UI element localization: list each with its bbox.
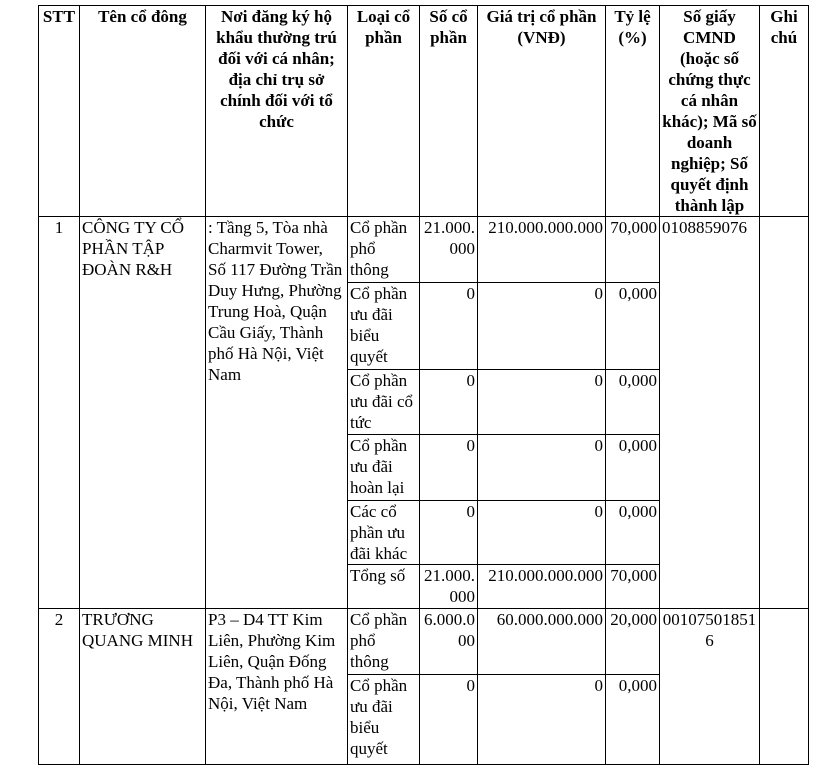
- share-type: Cổ phần phổ thông: [348, 609, 420, 675]
- table-row: [39, 609, 809, 675]
- shareholder-table: [38, 5, 809, 765]
- shareholder-name: TRƯƠNG QUANG MINH: [80, 609, 206, 765]
- share-value: 210.000.000.000: [478, 217, 606, 283]
- header-id-number: Số giấy CMND (hoặc số chứng thực cá nhân khác); Mã số doanh nghiệp; Số quyết định thành lập: [660, 6, 760, 217]
- share-count: 0: [420, 370, 478, 435]
- header-ratio: Tỷ lệ (%): [606, 6, 660, 217]
- header-share-count: Số cổ phần: [420, 6, 478, 217]
- share-ratio: 70,000: [606, 217, 660, 283]
- share-type: Cổ phần ưu đãi biểu quyết: [348, 675, 420, 765]
- header-address: Nơi đăng ký hộ khẩu thường trú đối với cá nhân; địa chỉ trụ sở chính đối với tổ chức: [206, 6, 348, 217]
- shareholder-address: : Tầng 5, Tòa nhà Charmvit Tower, Số 117 Đường Trần Duy Hưng, Phường Trung Hoà, Quận Cầu Giấy, Thành phố Hà Nội, Việt Nam: [206, 217, 348, 609]
- shareholder-address: P3 – D4 TT Kim Liên, Phường Kim Liên, Quận Đống Đa, Thành phố Hà Nội, Việt Nam: [206, 609, 348, 765]
- note: [760, 217, 809, 609]
- stt-cell: 2: [39, 609, 80, 765]
- share-value: 0: [478, 675, 606, 765]
- share-count: 0: [420, 283, 478, 370]
- id-number: 0108859076: [660, 217, 760, 609]
- table-row: [39, 217, 809, 283]
- header-stt: STT: [39, 6, 80, 217]
- share-type: Các cổ phần ưu đãi khác: [348, 501, 420, 565]
- share-type: Tổng số: [348, 565, 420, 609]
- share-ratio: 20,000: [606, 609, 660, 675]
- share-ratio: 0,000: [606, 370, 660, 435]
- share-value: 210.000.000.000: [478, 565, 606, 609]
- share-ratio: 0,000: [606, 283, 660, 370]
- share-value: 0: [478, 435, 606, 501]
- header-name: Tên cổ đông: [80, 6, 206, 217]
- share-count: 6.000.000: [420, 609, 478, 675]
- share-value: 60.000.000.000: [478, 609, 606, 675]
- share-type: Cổ phần ưu đãi cổ tức: [348, 370, 420, 435]
- share-count: 21.000.000: [420, 565, 478, 609]
- share-count: 0: [420, 435, 478, 501]
- share-ratio: 70,000: [606, 565, 660, 609]
- share-ratio: 0,000: [606, 435, 660, 501]
- share-ratio: 0,000: [606, 675, 660, 765]
- share-type: Cổ phần ưu đãi biểu quyết: [348, 283, 420, 370]
- stt-cell: 1: [39, 217, 80, 609]
- share-value: 0: [478, 370, 606, 435]
- share-value: 0: [478, 501, 606, 565]
- header-share-type: Loại cổ phần: [348, 6, 420, 217]
- note: [760, 609, 809, 765]
- share-type: Cổ phần ưu đãi hoàn lại: [348, 435, 420, 501]
- table-header-row: [39, 6, 809, 217]
- header-note: Ghi chú: [760, 6, 809, 217]
- share-count: 21.000.000: [420, 217, 478, 283]
- shareholder-name: CÔNG TY CỔ PHẦN TẬP ĐOÀN R&H: [80, 217, 206, 609]
- id-number: 001075018516: [660, 609, 760, 765]
- share-value: 0: [478, 283, 606, 370]
- share-count: 0: [420, 675, 478, 765]
- header-share-value: Giá trị cổ phần (VNĐ): [478, 6, 606, 217]
- share-ratio: 0,000: [606, 501, 660, 565]
- share-type: Cổ phần phổ thông: [348, 217, 420, 283]
- share-count: 0: [420, 501, 478, 565]
